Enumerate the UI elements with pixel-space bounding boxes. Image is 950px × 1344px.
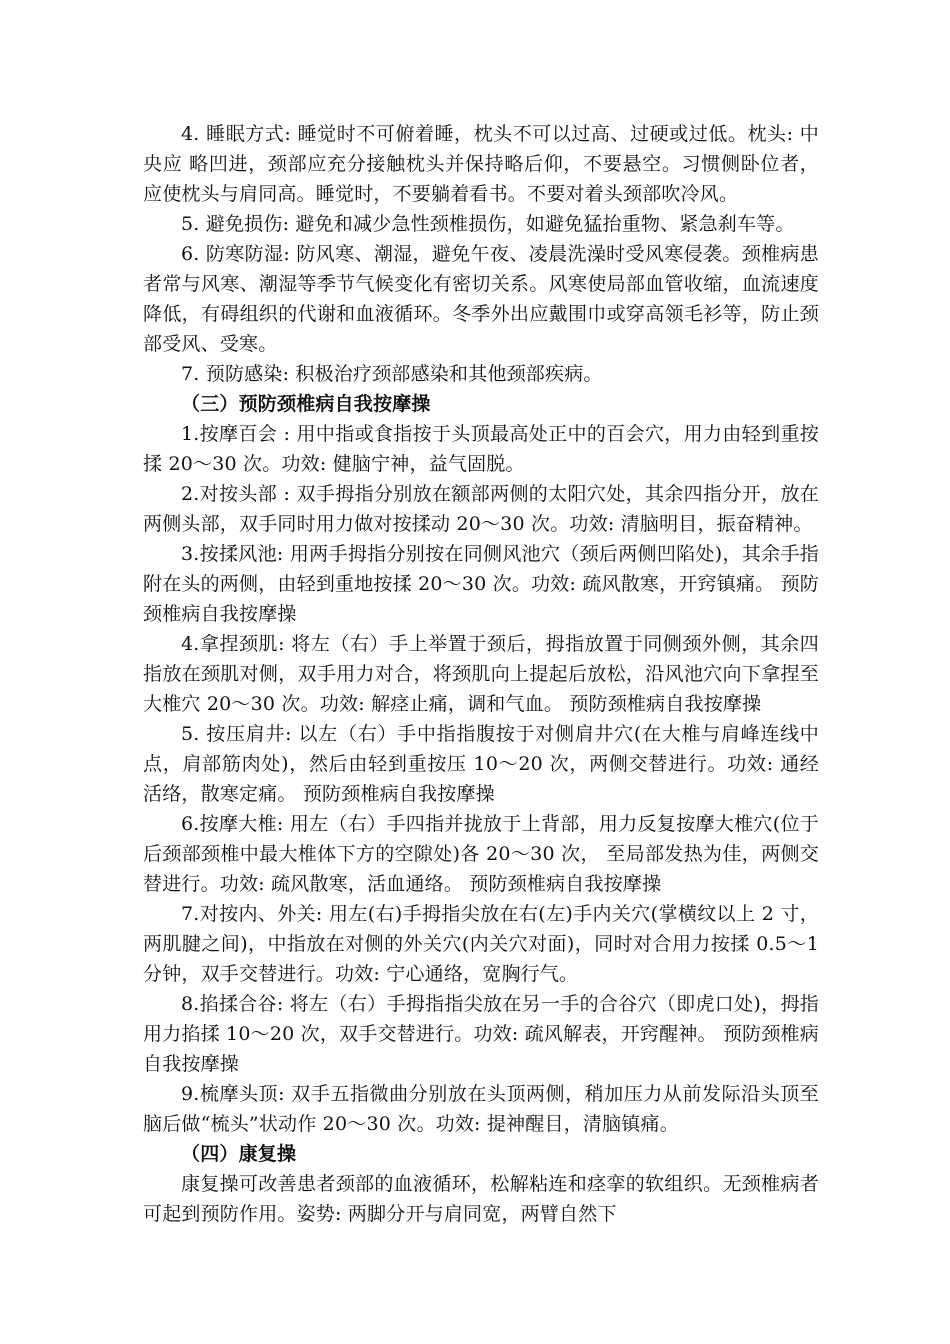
section-heading-rehab: （四）康复操	[181, 1143, 297, 1165]
paragraph-massage-neiguan-waiguan: 7.对按内、外关: 用左(右)手拇指尖放在右(左)手内关穴(掌横纹以上 2 寸，两肌腱之间)，中指放在对侧的外关穴(内关穴对面)，同时对合用力按揉 0.5～1 分钟，双手交替进行。功效: 宁心通络，宽胸行气。	[143, 903, 819, 985]
paragraph-massage-fengchi: 3.按揉风池: 用两手拇指分别按在同侧风池穴（颈后两侧凹陷处)，其余手指附在头的两侧，由轻到重地按揉 20～30 次。功效: 疏风散寒，开窍镇痛。 预防颈椎病自我按摩操	[143, 543, 819, 625]
paragraph-massage-scalp: 9.梳摩头顶: 双手五指微曲分别放在头顶两侧，稍加压力从前发际沿头顶至脑后做“梳头”状动作 20～30 次。功效: 提神醒目，清脑镇痛。	[143, 1083, 819, 1135]
paragraph-massage-neck-muscle: 4.拿捏颈肌: 将左（右）手上举置于颈后，拇指放置于同侧颈外侧，其余四指放在颈肌对侧，双手用力对合，将颈肌向上提起后放松，沿风池穴向下拿捏至大椎穴 20～30 次。功效: 解痉止痛，调和气血。 预防颈椎病自我按摩操	[143, 633, 819, 715]
paragraph-cold-damp-prevention: 6. 防寒防湿: 防风寒、潮湿，避免午夜、凌晨洗澡时受风寒侵袭。颈椎病患者常与风寒、潮湿等季节气候变化有密切关系。风寒使局部血管收缩，血流速度降低，有碍组织的代谢和血液循环。冬季外出应戴围巾或穿高领毛衫等，防止颈部受风、受寒。	[143, 243, 819, 355]
paragraph-massage-dazhui: 6.按摩大椎: 用左（右）手四指并拢放于上背部，用力反复按摩大椎穴(位于后颈部颈椎中最大椎体下方的空隙处)各 20～30 次， 至局部发热为佳，两侧交替进行。功效: 疏风散寒，活血通络。 预防颈椎病自我按摩操	[143, 813, 819, 895]
paragraph-avoid-injury: 5. 避免损伤: 避免和减少急性颈椎损伤，如避免猛抬重物、紧急刹车等。	[181, 213, 795, 235]
paragraph-rehab-intro: 康复操可改善患者颈部的血液循环，松解粘连和痉挛的软组织。无颈椎病者可起到预防作用。姿势: 两脚分开与肩同宽，两臂自然下	[143, 1173, 819, 1225]
section-heading-massage: （三）预防颈椎病自我按摩操	[181, 393, 431, 415]
paragraph-massage-head: 2.对按头部 : 双手拇指分别放在额部两侧的太阳穴处，其余四指分开，放在两侧头部，双手同时用力做对按揉动 20～30 次。功效: 清脑明目，振奋精神。	[143, 483, 819, 535]
paragraph-massage-hegu: 8.掐揉合谷: 将左（右）手拇指指尖放在另一手的合谷穴（即虎口处)，拇指用力掐揉 10～20 次，双手交替进行。功效: 疏风解表，开窍醒神。 预防颈椎病自我按摩操	[143, 993, 819, 1075]
document-page	[143, 119, 819, 1229]
paragraph-infection-prevention: 7. 预防感染: 积极治疗颈部感染和其他颈部疾病。	[181, 363, 603, 385]
paragraph-massage-baihui: 1.按摩百会 : 用中指或食指按于头顶最高处正中的百会穴，用力由轻到重按揉 20～30 次。功效: 健脑宁神，益气固脱。	[143, 423, 819, 475]
paragraph-massage-jianjing: 5. 按压肩井: 以左（右）手中指指腹按于对侧肩井穴(在大椎与肩峰连线中点，肩部筋肉处)，然后由轻到重按压 10～20 次，两侧交替进行。功效: 通经活络，散寒定痛。 预防颈椎病自我按摩操	[143, 723, 819, 805]
paragraph-sleep-posture: 4. 睡眠方式: 睡觉时不可俯着睡，枕头不可以过高、过硬或过低。枕头: 中央应 略凹进，颈部应充分接触枕头并保持略后仰，不要悬空。习惯侧卧位者，应使枕头与肩同高。睡觉时，不要躺着看书。不要对着头颈部吹冷风。	[143, 123, 819, 205]
